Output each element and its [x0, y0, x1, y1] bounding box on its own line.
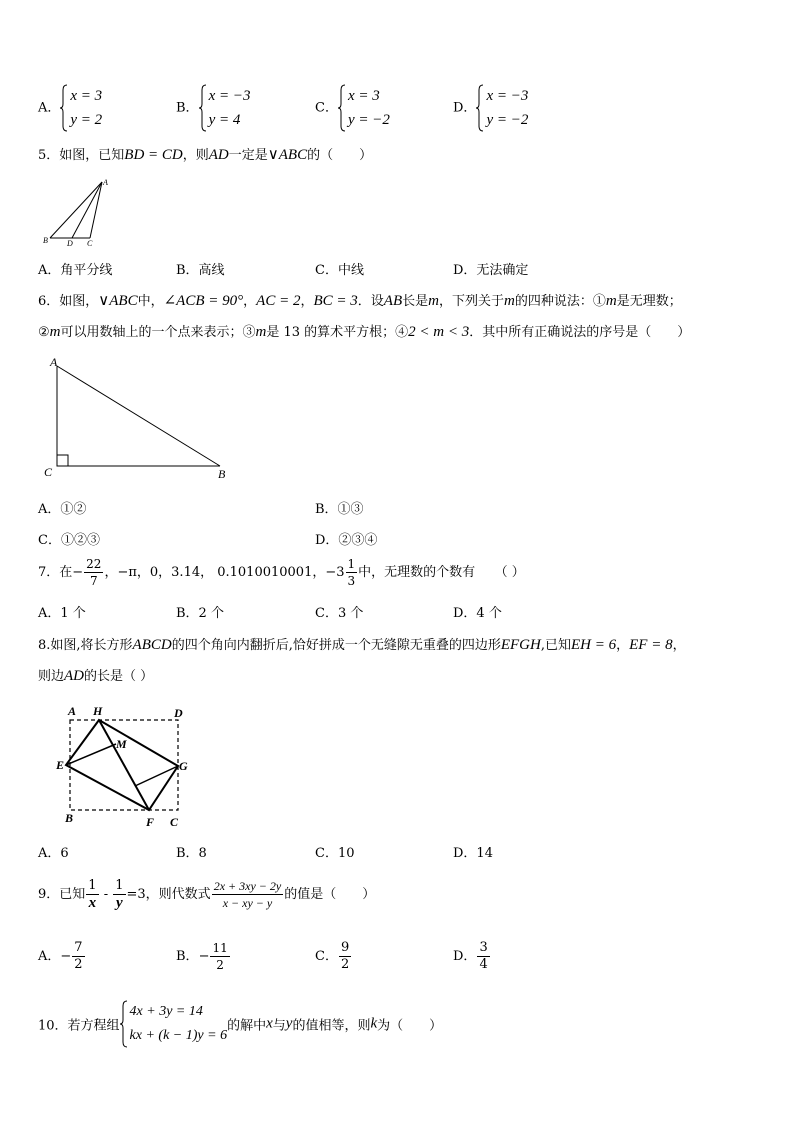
point-label-a: A: [68, 704, 77, 718]
question-6-line-1: 6．如图，∨ABC中，∠ACB = 90°，AC = 2，BC = 3．设AB长是m，下列关于m的四种说法：①m是无理数；: [38, 293, 682, 309]
fraction: $\frac{2x + 3xy - 2y}{x - xy - y}$: [213, 879, 282, 910]
question-6-line-2: ②m可以用数轴上的一个点来表示；③m是 13 的算术平方根；④2 < m < 3．其中所有正确说法的序号是（ ）: [38, 324, 691, 340]
point-label-b: B: [43, 236, 48, 245]
question-9-stem: 9．已知 $\frac{1}{x}$ - $\frac{1}{y}$ =3，则代数式 $\frac{2x + 3xy - 2y}{x - xy - y}$ 的值是（ ）: [38, 878, 376, 911]
fraction: $\frac{1}{x}$: [88, 878, 97, 911]
q7-option-c[interactable]: C．3 个: [315, 606, 364, 621]
option-letter: B．: [176, 100, 199, 116]
q5-option-c[interactable]: C．中线: [315, 263, 364, 278]
option-letter: D．: [453, 100, 477, 116]
equation-system: [199, 84, 251, 132]
point-label-h: H: [93, 704, 103, 718]
q8-folded-rectangle-figure: [52, 700, 202, 832]
point-label-c: C: [170, 815, 179, 829]
option-letter: C．: [315, 100, 338, 116]
q6-option-d[interactable]: D．②③④: [315, 533, 378, 548]
q6-option-b[interactable]: B．①③: [315, 502, 364, 517]
eq-line: x = 3: [70, 88, 103, 104]
point-label-b: B: [218, 467, 226, 481]
q8-option-d[interactable]: D．14: [453, 846, 493, 861]
point-label-d: D: [67, 239, 73, 248]
point-label-g: G: [179, 759, 188, 773]
equation-system: [338, 84, 390, 132]
eq-line: x = −3: [486, 88, 529, 104]
point-label-a: A: [103, 178, 108, 187]
brace-icon: [120, 1000, 128, 1048]
q6-option-c[interactable]: C．①②③: [38, 533, 100, 548]
q9-option-a[interactable]: A．− $\frac{7}{2}$: [38, 940, 83, 972]
point-label-c: C: [87, 239, 93, 248]
eq-line: x = −3: [208, 88, 251, 104]
q9-option-c[interactable]: C． $\frac{9}{2}$: [315, 940, 350, 972]
fraction: $\frac{22}{7}$: [86, 557, 102, 588]
q4-option-b[interactable]: [176, 84, 250, 132]
fraction: $\frac{1}{y}$: [115, 878, 124, 911]
q4-option-d[interactable]: [453, 84, 528, 132]
fraction: $\frac{7}{2}$: [74, 940, 83, 972]
q6-right-triangle-figure: [42, 352, 234, 482]
q9-option-d[interactable]: D． $\frac{3}{4}$: [453, 940, 488, 972]
point-label-f: F: [146, 815, 155, 829]
q9-option-b[interactable]: B．− $\frac{11}{2}$: [176, 941, 228, 972]
question-5-stem: 5．如图，已知BD = CD，则AD一定是∨ABC的（ ）: [38, 147, 373, 163]
eq-line: y = −2: [486, 112, 529, 128]
question-8-line-1: 8.如图,将长方形ABCD的四个角向内翻折后,恰好拼成一个无缝隙无重叠的四边形EFGH,已知EH = 6，EF = 8，: [38, 637, 686, 653]
eq-line: y = −2: [347, 112, 390, 128]
q8-option-a[interactable]: A．6: [38, 846, 69, 861]
brace-icon: [338, 84, 346, 132]
point-label-b: B: [65, 811, 74, 825]
q5-triangle-figure: [40, 176, 112, 248]
q7-option-d[interactable]: D．4 个: [453, 606, 502, 621]
q7-option-a[interactable]: A．1 个: [38, 606, 86, 621]
q4-option-c[interactable]: [315, 84, 390, 132]
question-10-stem: 10．若方程组 4x + 3y = 14 kx + (k − 1)y = 6 的解中x与y的值相等，则k为（ ）: [38, 1000, 442, 1048]
q7-option-b[interactable]: B．2 个: [176, 606, 224, 621]
eq-line: y = 4: [208, 112, 241, 128]
fraction: $\frac{9}{2}$: [340, 940, 350, 972]
equation-system: 4x + 3y = 14 kx + (k − 1)y = 6: [120, 1000, 228, 1048]
point-label-d: D: [174, 706, 183, 720]
equation-system: [476, 84, 528, 132]
brace-icon: [199, 84, 207, 132]
point-label-m: M: [116, 737, 127, 751]
equation-system: [60, 84, 102, 132]
brace-icon: [60, 84, 68, 132]
q4-option-a[interactable]: [38, 84, 102, 132]
q5-option-b[interactable]: B．高线: [176, 263, 225, 278]
fraction: $\frac{1}{3}$: [347, 557, 356, 588]
quadrilateral-efgh: [66, 720, 178, 810]
q5-option-d[interactable]: D．无法确定: [453, 263, 529, 278]
q8-option-c[interactable]: C．10: [315, 846, 355, 861]
question-8-line-2: 则边AD的长是（ ）: [38, 668, 154, 684]
fraction: $\frac{3}{4}$: [479, 940, 488, 972]
point-label-e: E: [56, 758, 65, 772]
point-label-a: A: [50, 355, 58, 369]
eq-line: y = 2: [70, 112, 103, 128]
right-angle-mark: [57, 455, 68, 466]
q5-option-a[interactable]: A．角平分线: [38, 263, 113, 278]
question-7-stem: 7．在− $\frac{22}{7}$ ，−π，0，3.14， 0.1010010001，−3 $\frac{1}{3}$ 中，无理数的个数有 （ ）: [38, 557, 525, 588]
brace-icon: [476, 84, 484, 132]
fraction: $\frac{11}{2}$: [212, 941, 228, 972]
option-letter: A．: [38, 100, 61, 116]
q8-option-b[interactable]: B．8: [176, 846, 207, 861]
eq-line: x = 3: [347, 88, 380, 104]
q6-option-a[interactable]: A．①②: [38, 502, 87, 517]
point-label-c: C: [44, 465, 53, 479]
